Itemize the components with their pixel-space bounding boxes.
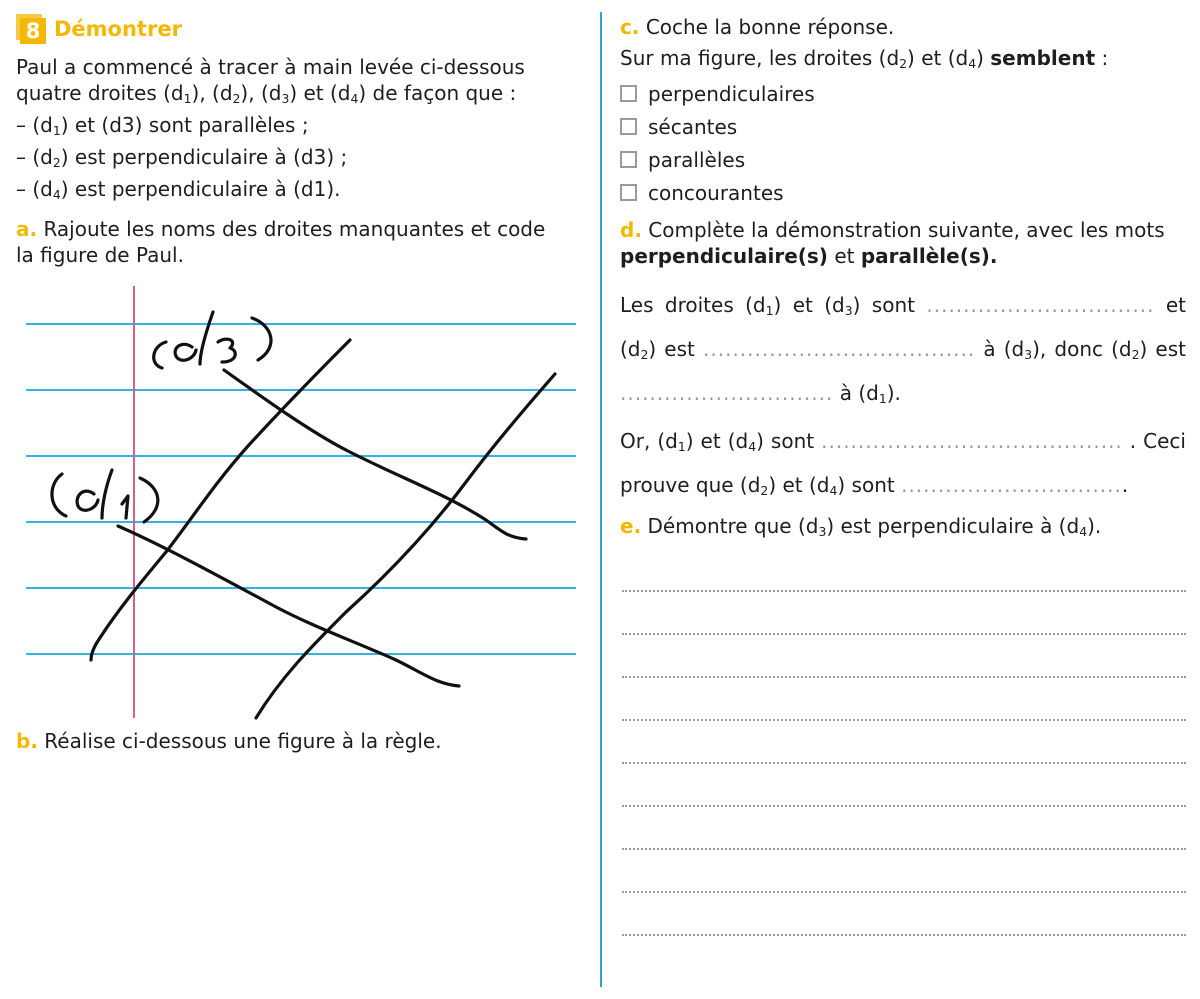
- answer-lines: [622, 590, 1186, 977]
- answer-line[interactable]: [622, 891, 1186, 893]
- checkbox[interactable]: [620, 184, 637, 201]
- condition-1: – $(d_1)$ et (d3) sont parallèles ;: [16, 113, 309, 139]
- exercise-header: [16, 12, 586, 46]
- option-perpendiculaires[interactable]: perpendiculaires: [620, 77, 1186, 110]
- option-secantes[interactable]: sécantes: [620, 110, 1186, 143]
- checkbox[interactable]: [620, 85, 637, 102]
- left-column: [16, 12, 586, 268]
- condition-3: – $(d_4)$ est perpendiculaire à (d1).: [16, 177, 341, 203]
- part-c-prompt: Sur ma figure, les droites $(d_2)$ et $(d_4)$ semblent :: [620, 46, 1109, 72]
- hand-drawn-figure: [16, 282, 586, 722]
- part-c-instruction: c. Coche la bonne réponse.: [620, 15, 895, 39]
- answer-line[interactable]: [622, 762, 1186, 764]
- condition-2: – $(d_2)$ est perpendiculaire à (d3) ;: [16, 145, 348, 171]
- column-divider: [600, 12, 602, 987]
- intro-text: Paul a commencé à tracer à main levée ci-dessous quatre droites $(d_1)$, $(d_2)$, $(d_3)$ et $(d_4)$ de façon que :: [16, 55, 525, 107]
- right-column: [620, 12, 1186, 539]
- answer-line[interactable]: [622, 719, 1186, 721]
- line-d3-drawn: [224, 370, 526, 539]
- answer-line[interactable]: [622, 633, 1186, 635]
- ruled-lines: [26, 324, 576, 654]
- checkbox[interactable]: [620, 151, 637, 168]
- label-d3-letter-d: [175, 312, 213, 364]
- part-a: a. Rajoute les noms des droites manquantes et code la figure de Paul.: [16, 217, 546, 267]
- exercise-number-badge: 8: [16, 14, 48, 44]
- part-e-instruction: e. Démontre que $(d_3)$ est perpendiculaire à $(d_4)$.: [620, 514, 1102, 540]
- answer-line[interactable]: [622, 805, 1186, 807]
- checkbox[interactable]: [620, 118, 637, 135]
- label-d1-paren-left: [52, 474, 66, 516]
- label-d3-paren-left: [154, 342, 166, 368]
- option-paralleles[interactable]: parallèles: [620, 143, 1186, 176]
- answer-line[interactable]: [622, 590, 1186, 592]
- answer-line[interactable]: [622, 676, 1186, 678]
- demonstration-text: Les droites $(d_1)$ et $(d_3)$ sont ............................... et $(d_2)$ est ..................................... à $(d_3)$, donc $(d_2)$ est ............................. à $(d_1)$. Or, $(d_1)$ et $(d_4)$ sont ......................................... . Ceci prouve que $(d_2)$ et $(d_4)$ sont ...............................: [620, 293, 1187, 499]
- label-d1-letter-d: [77, 470, 112, 518]
- label-d1-paren-right: [140, 478, 158, 522]
- answer-line[interactable]: [622, 934, 1186, 936]
- answer-checklist: [620, 77, 1186, 209]
- part-d-instruction: d. Complète la démonstration suivante, avec les mots perpendiculaire(s) et parallèle(s).: [620, 218, 1165, 268]
- label-d1-digit-1: [122, 496, 128, 518]
- option-concourantes[interactable]: concourantes: [620, 176, 1186, 209]
- answer-line[interactable]: [622, 848, 1186, 850]
- exercise-title: Démontrer: [54, 17, 182, 41]
- label-d3-digit-3: [218, 339, 235, 362]
- part-b: b. Réalise ci-dessous une figure à la règle.: [16, 729, 442, 753]
- line-d2-drawn: [91, 340, 350, 660]
